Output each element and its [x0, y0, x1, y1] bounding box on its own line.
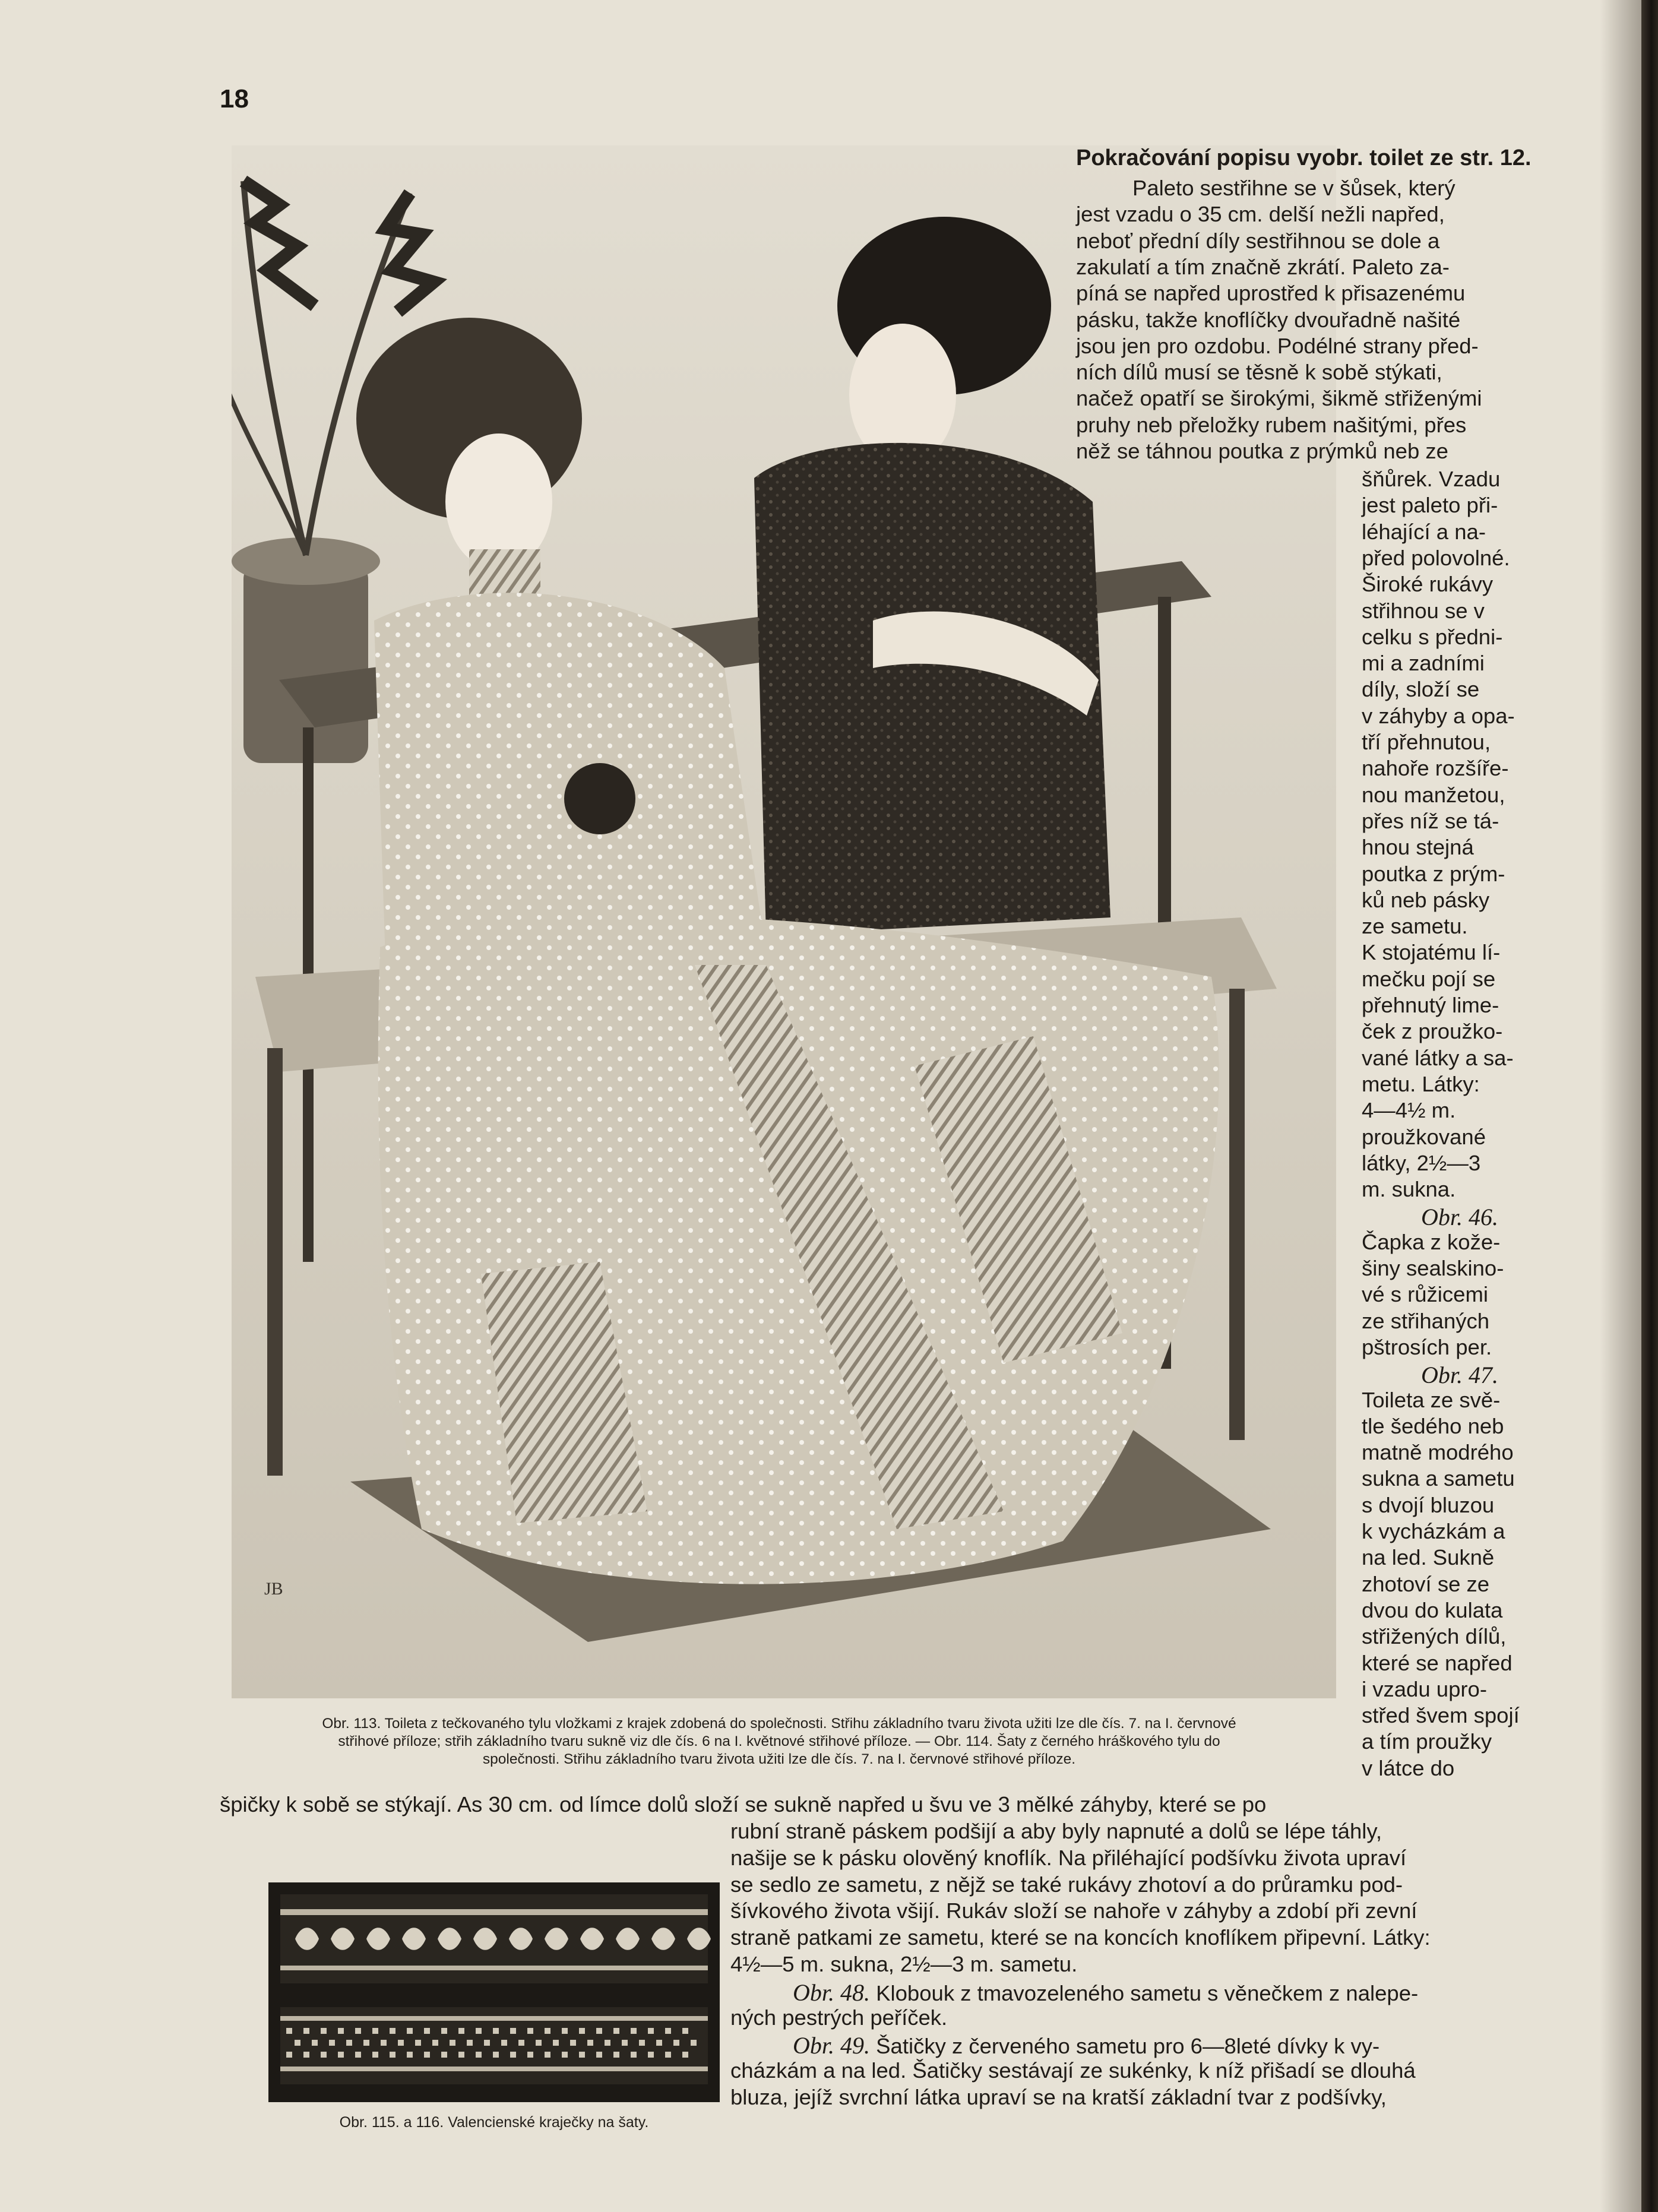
text-line: 4½—5 m. sukna, 2½—3 m. sametu. — [730, 1952, 1078, 1976]
lace-dot — [424, 2052, 430, 2058]
figure-ref: Obr. 48. — [793, 1979, 871, 2006]
lace-dot — [346, 2040, 352, 2046]
text-line: před polovolné. — [1362, 545, 1510, 570]
text-line: Obr. 46. — [1421, 1204, 1499, 1231]
text-line: vané látky a sa- — [1362, 1045, 1514, 1070]
lace-dot — [415, 2040, 421, 2046]
full-width-line: špičky k sobě se stýkají. As 30 cm. od límce dolů složí se sukně napřed u švu ve 3 mělké záhyby, které se po — [220, 1792, 1267, 1817]
lace-dot — [484, 2040, 490, 2046]
lace-dot — [682, 2052, 688, 2058]
text-line: ček z proužko- — [1362, 1019, 1503, 1044]
text-line: matně modrého — [1362, 1440, 1514, 1465]
text-line: jest paleto při- — [1362, 493, 1498, 518]
caption-line: střihové příloze; střih základního tvaru sukně viz dle čís. 6 na I. květnové střihové příloze. — Obr. 114. Šaty z černého hráškového tylu do — [338, 1733, 1220, 1749]
lace-dot — [407, 2052, 413, 2058]
lace-dot — [648, 2028, 654, 2034]
text-line: a tím proužky — [1362, 1729, 1492, 1754]
lace-dot — [613, 2028, 619, 2034]
article-heading: Pokračování popisu vyobr. toilet ze str. 12. — [1076, 145, 1532, 170]
lace-dot — [398, 2040, 404, 2046]
lace-dot — [312, 2040, 318, 2046]
lace-dot — [562, 2052, 568, 2058]
lace-dot — [338, 2028, 344, 2034]
text-line: bluza, jejíž svrchní látka upraví se na kratší základní tvar z podšívky, — [730, 2085, 1387, 2109]
lace-dot — [545, 2052, 550, 2058]
lace-dot — [321, 2028, 327, 2034]
lace-dot — [570, 2040, 576, 2046]
text-line: šívkového života všijí. Rukáv složí se nahoře v záhyby a zdobí při zevní — [730, 1898, 1417, 1923]
text-line: sukna a sametu — [1362, 1466, 1515, 1491]
lace-dot — [518, 2040, 524, 2046]
text-line: Paleto sestřihne se v šůsek, který — [1132, 176, 1456, 200]
lace-dot — [648, 2052, 654, 2058]
text-line: proužkované — [1362, 1124, 1486, 1149]
lace-dot — [673, 2040, 679, 2046]
lace-dot — [665, 2028, 671, 2034]
text-line: Široké rukávy — [1362, 572, 1494, 597]
lace-dot — [605, 2040, 610, 2046]
lace-dot — [355, 2052, 361, 2058]
lace-dot — [390, 2028, 395, 2034]
text-line: Obr. 47. — [1421, 1362, 1499, 1389]
lace-dot — [424, 2028, 430, 2034]
text-line: k vycházkám a — [1362, 1519, 1505, 1543]
lace-dot — [458, 2052, 464, 2058]
text-line: ků neb pásky — [1362, 887, 1490, 912]
lace-dot — [441, 2028, 447, 2034]
text-line: pruhy neb přeložky rubem našitými, přes — [1076, 412, 1467, 437]
spine-shadow — [1600, 0, 1641, 2212]
lace-dot — [501, 2040, 507, 2046]
lace-dot — [458, 2028, 464, 2034]
lace-dot — [682, 2028, 688, 2034]
text-line: léhající a na- — [1362, 519, 1486, 544]
lace-dot — [450, 2040, 455, 2046]
text-line: šiny sealskino- — [1362, 1256, 1504, 1280]
text-line: ze střihaných — [1362, 1308, 1490, 1333]
text-line: na led. Sukně — [1362, 1545, 1495, 1570]
artist-signature: JB — [264, 1579, 283, 1599]
text-line: přes níž se tá- — [1362, 808, 1499, 833]
lace-sample-image — [268, 1882, 720, 2102]
text-line: s dvojí bluzou — [1362, 1492, 1495, 1517]
lace-dot — [587, 2040, 593, 2046]
figure-ref: Obr. 49. — [793, 2032, 871, 2059]
lace-dot — [321, 2052, 327, 2058]
lace-dot — [295, 2040, 300, 2046]
page-number: 18 — [220, 84, 249, 113]
text-line: metu. Látky: — [1362, 1071, 1480, 1096]
text-line: látky, 2½—3 — [1362, 1150, 1481, 1175]
text-line: mi a zadními — [1362, 651, 1485, 676]
text-line: střižených dílů, — [1362, 1624, 1507, 1649]
text-line: Toileta ze svě- — [1362, 1387, 1501, 1412]
lace-dot — [381, 2040, 387, 2046]
lace-dot — [372, 2028, 378, 2034]
lace-dot — [467, 2040, 473, 2046]
lace-dot — [691, 2040, 697, 2046]
lace-caption: Obr. 115. a 116. Valencienské kraječky na šaty. — [339, 2114, 649, 2131]
text-line: pštrosích per. — [1362, 1334, 1492, 1359]
text-line: rubní straně páskem podšijí a aby byly napnuté a dolů se lépe táhly, — [730, 1819, 1382, 1843]
lace-dot — [562, 2028, 568, 2034]
text-line: straně patkami ze sametu, které se na koncích knoflíkem připevní. Látky: — [730, 1925, 1431, 1950]
lace-dot — [372, 2052, 378, 2058]
lace-dot — [596, 2028, 602, 2034]
text-line: zhotoví se ze — [1362, 1571, 1490, 1596]
text-line: ze sametu. — [1362, 914, 1468, 939]
text-line: neboť přední díly sestřihnou se dole a — [1076, 228, 1440, 253]
lace-dot — [527, 2052, 533, 2058]
text-line: ných pestrých peříček. — [730, 2005, 948, 2030]
lace-dot — [363, 2040, 369, 2046]
text-line: díly, složí se — [1362, 677, 1480, 702]
text-line: ních dílů musí se těsně k sobě stýkati, — [1076, 360, 1442, 385]
lace-dot — [338, 2052, 344, 2058]
lace-dot — [286, 2052, 292, 2058]
text-line: poutka z prým- — [1362, 861, 1505, 886]
text-line: mečku pojí se — [1362, 966, 1496, 991]
book-spine — [1641, 0, 1658, 2212]
lace-dot — [536, 2040, 542, 2046]
caption-line: společnosti. Střihu základního tvaru života užiti lze dle čís. 7. na I. červnové střihové příloze. — [482, 1751, 1076, 1767]
text-line: Obr. 49. Šatičky z červeného sametu pro 6—8leté dívky k vy- — [793, 2032, 1380, 2059]
text-line: našije se k pásku olověný knoflík. Na přiléhající podšívku života upraví — [730, 1845, 1407, 1870]
text-line: i vzadu upro- — [1362, 1676, 1487, 1701]
text-line: jsou jen pro ozdobu. Podélné strany před- — [1076, 333, 1479, 358]
text-line: zakulatí a tím značně zkrátí. Paleto za- — [1076, 254, 1450, 279]
text-line: píná se napřed uprostřed k přisazenému — [1076, 281, 1466, 306]
lace-dot — [493, 2052, 499, 2058]
lace-dot — [355, 2028, 361, 2034]
lace-dot — [407, 2028, 413, 2034]
lace-dot — [286, 2028, 292, 2034]
lace-dot — [441, 2052, 447, 2058]
lace-dot — [622, 2040, 628, 2046]
text-line: střed švem spojí — [1362, 1703, 1520, 1728]
text-line: 4—4½ m. — [1362, 1098, 1456, 1123]
lace-dot — [476, 2028, 482, 2034]
text-line: nahoře rozšíře- — [1362, 756, 1509, 781]
text-line: něž se táhnou poutka z prýmků neb ze — [1076, 439, 1448, 463]
lace-dot — [510, 2028, 516, 2034]
lace-dot — [596, 2052, 602, 2058]
text-line: šňůrek. Vzadu — [1362, 467, 1501, 491]
illustration-caption — [221, 1715, 1337, 1768]
lace-dot — [631, 2052, 637, 2058]
lace-dot — [476, 2052, 482, 2058]
lace-dot — [527, 2028, 533, 2034]
lace-dot — [579, 2052, 585, 2058]
lace-dot — [639, 2040, 645, 2046]
text-line: jest vzadu o 35 cm. delší nežli napřed, — [1076, 202, 1445, 227]
text-line: střihnou se v — [1362, 598, 1485, 623]
text-line: celku s předni- — [1362, 624, 1503, 649]
text-line: tle šedého neb — [1362, 1413, 1504, 1438]
lace-dot — [510, 2052, 516, 2058]
lace-dot — [656, 2040, 662, 2046]
lace-dot — [329, 2040, 335, 2046]
text-line: přehnutý limе- — [1362, 993, 1499, 1017]
text-line: cházkám a na led. Šatičky sestávají ze sukénky, k níž přišadí se dlouhá — [730, 2058, 1416, 2083]
lace-dot — [390, 2052, 395, 2058]
text-line: nou manžetou, — [1362, 782, 1505, 807]
lace-dot — [545, 2028, 550, 2034]
lace-dot — [553, 2040, 559, 2046]
text-line: tří přehnutou, — [1362, 730, 1491, 754]
text-line: m. sukna. — [1362, 1177, 1456, 1202]
text-line: dvou do kulata — [1362, 1597, 1503, 1622]
lace-dot — [613, 2052, 619, 2058]
lace-dot — [665, 2052, 671, 2058]
lace-dot — [303, 2052, 309, 2058]
lace-dot — [631, 2028, 637, 2034]
text-line: které se napřed — [1362, 1650, 1513, 1675]
lace-dot — [493, 2028, 499, 2034]
lace-dot — [579, 2028, 585, 2034]
caption-line: Obr. 113. Toileta z tečkovaného tylu vložkami z krajek zdobená do společnosti. Střihu základního tvaru života užiti lze dle čís. 7. na I. červnové — [322, 1716, 1236, 1732]
text-line: v záhyby a opa- — [1362, 703, 1515, 728]
text-line: Obr. 48. Klobouk z tmavozeleného sametu s věnečkem z nalepe- — [793, 1979, 1419, 2006]
text-line: hnou stejná — [1362, 835, 1474, 860]
lace-dot — [432, 2040, 438, 2046]
text-line: se sedlo ze sametu, z nějž se také rukávy zhotoví a do průramku pod- — [730, 1872, 1403, 1897]
text-line: Čapka z kože- — [1362, 1229, 1501, 1254]
text-line: v látce do — [1362, 1755, 1455, 1780]
text-line: K stojatému lí- — [1362, 940, 1501, 965]
text-line: pásku, takže knoflíčky dvouřadně našité — [1076, 307, 1461, 332]
text-line: načež opatří se širokými, šikmě střiženými — [1076, 386, 1482, 411]
lace-dot — [303, 2028, 309, 2034]
text-line: vé s růžicemi — [1362, 1282, 1488, 1307]
